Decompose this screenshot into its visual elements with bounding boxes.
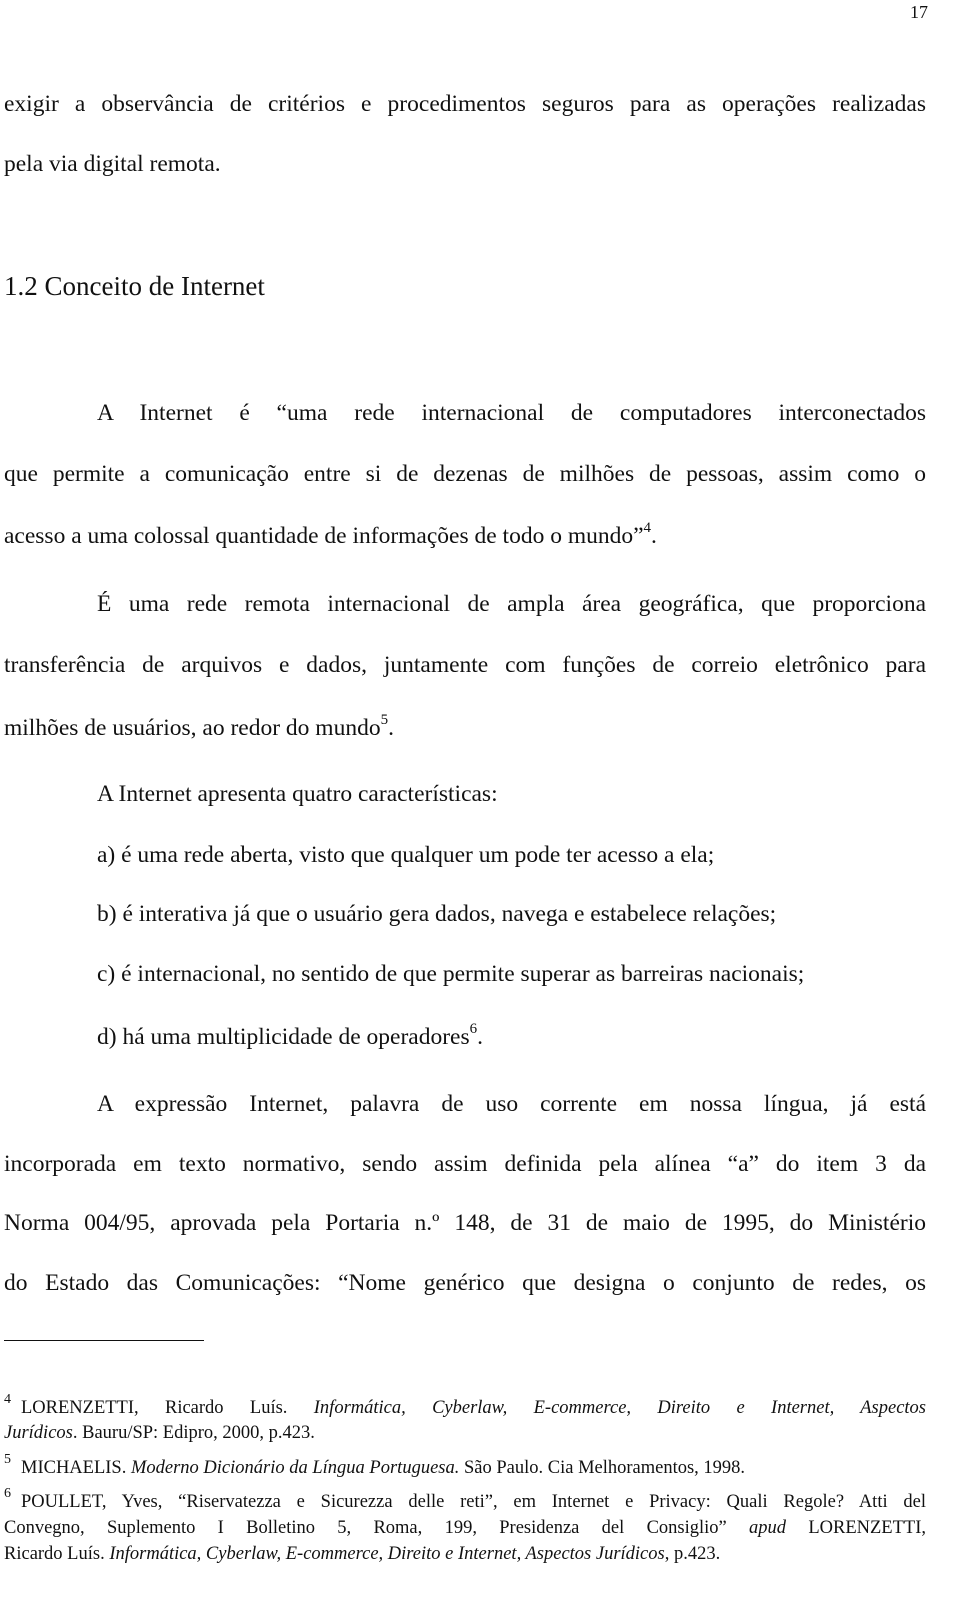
para1-line-3-text: acesso a uma colossal quantidade de informações de todo o mundo”: [4, 523, 644, 549]
footnote-5: [4, 1452, 926, 1482]
para2-line-3-text: milhões de usuários, ao redor do mundo: [4, 715, 381, 741]
footnote-6-apud: apud: [749, 1518, 787, 1538]
footnote-4-line-2: [4, 1421, 926, 1445]
footnote-5-publisher: São Paulo. Cia Melhoramentos, 1998.: [459, 1458, 746, 1478]
footnote-4-publisher: . Bauru/SP: Edipro, 2000, p.423.: [72, 1423, 315, 1443]
feature-c: c) é internacional, no sentido de que permite superar as barreiras nacionais;: [97, 961, 805, 987]
footnote-6-line-2: [4, 1516, 926, 1540]
footnote-5-author: MICHAELIS.: [21, 1458, 131, 1478]
para1-end: .: [651, 523, 657, 549]
para1-line-2: que permite a comunicação entre si de dezenas de milhões de pessoas, assim como o: [4, 461, 926, 487]
footnote-4-title: Informática, Cyberlaw, E-commerce, Direito e Internet, Aspectos: [313, 1398, 926, 1418]
footnote-ref-5[interactable]: 5: [380, 712, 389, 728]
para2-end: .: [388, 715, 394, 741]
para3-line-4: do Estado das Comunicações: “Nome genérico que designa o conjunto de redes, os: [4, 1270, 926, 1296]
footnote-6-line-1: [4, 1486, 926, 1516]
footnote-ref-4[interactable]: 4: [643, 520, 652, 536]
page-number: 17: [910, 2, 928, 22]
footnote-6-text-3b: , p.423.: [664, 1544, 721, 1564]
footnote-4-title-end: Jurídicos: [4, 1423, 73, 1443]
feature-a: a) é uma rede aberta, visto que qualquer um pode ter acesso a ela;: [97, 842, 715, 868]
footnote-6-mark: 6: [4, 1486, 11, 1501]
para2-line-3: [4, 713, 926, 743]
feature-b: b) é interativa já que o usuário gera dados, navega e estabelece relações;: [97, 901, 777, 927]
feature-d-end: .: [477, 1024, 483, 1050]
para3-line-3: Norma 004/95, aprovada pela Portaria n.º 148, de 31 de maio de 1995, do Ministério: [4, 1210, 926, 1236]
para1-line-3: [4, 521, 926, 551]
continuation-line-2: pela via digital remota.: [4, 151, 221, 177]
footnote-5-title: Moderno Dicionário da Língua Portuguesa.: [130, 1458, 460, 1478]
para3-line-2: incorporada em texto normativo, sendo assim definida pela alínea “a” do item 3 da: [4, 1151, 926, 1177]
para1-line-1: A Internet é “uma rede internacional de computadores interconectados: [97, 400, 926, 426]
footnote-6-line-3: [4, 1542, 926, 1566]
continuation-line-1: exigir a observância de critérios e procedimentos seguros para as operações realizadas: [4, 91, 926, 117]
para2-line-1: É uma rede remota internacional de ampla área geográfica, que proporciona: [97, 591, 926, 617]
para2-line-2: transferência de arquivos e dados, juntamente com funções de correio eletrônico para: [4, 652, 926, 678]
features-intro: A Internet apresenta quatro características:: [97, 781, 498, 807]
feature-d: [97, 1022, 960, 1052]
section-heading: 1.2 Conceito de Internet: [4, 271, 265, 301]
footnote-4-mark: 4: [4, 1392, 11, 1407]
footnote-separator: [4, 1340, 204, 1341]
footnote-6-text-1: POULLET, Yves, “Riservatezza e Sicurezza delle reti”, em Internet e Privacy: Quali Regole? Atti del: [21, 1492, 926, 1512]
footnote-6-text-3a: Ricardo Luís.: [4, 1544, 110, 1564]
footnote-4-line-1: [4, 1392, 926, 1422]
para3-line-1: A expressão Internet, palavra de uso corrente em nossa língua, já está: [97, 1091, 926, 1117]
footnote-6-title: Informática, Cyberlaw, E-commerce, Direito e Internet, Aspectos Jurídicos: [109, 1544, 665, 1564]
footnote-4-author: LORENZETTI, Ricardo Luís.: [21, 1398, 314, 1418]
footnote-5-mark: 5: [4, 1452, 11, 1467]
footnote-ref-6[interactable]: 6: [469, 1021, 478, 1037]
footnote-6-text-2a: Convegno, Suplemento I Bolletino 5, Roma, 199, Presidenza del Consiglio”: [4, 1518, 750, 1538]
footnote-6-text-2b: LORENZETTI,: [786, 1518, 926, 1538]
feature-d-text: d) há uma multiplicidade de operadores: [97, 1024, 470, 1050]
